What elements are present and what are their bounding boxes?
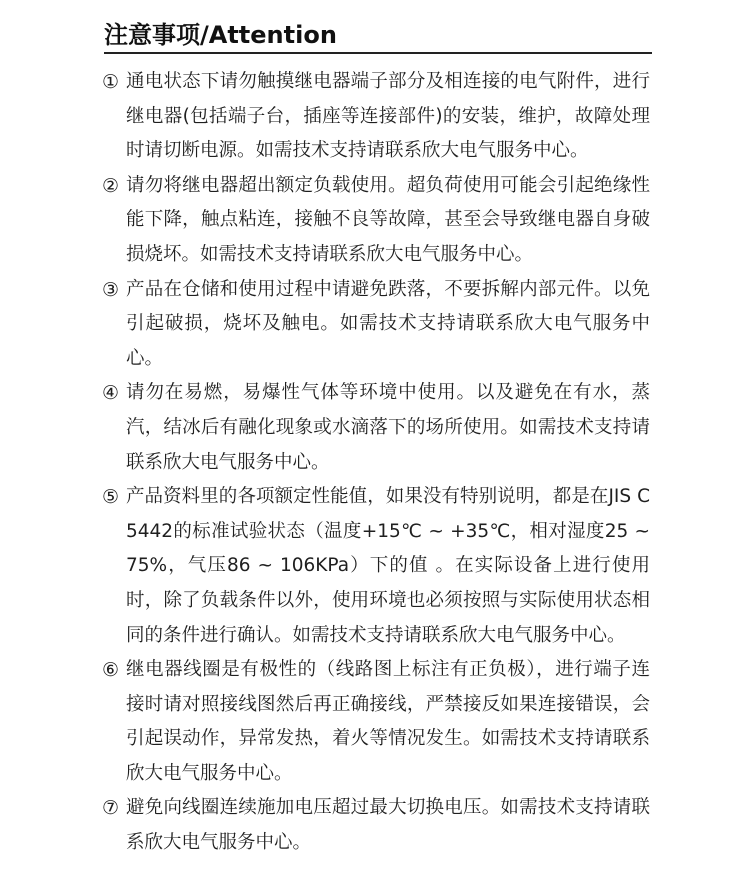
note-text: 请勿将继电器超出额定负载使用。超负荷使用可能会引起绝缘性能下降，触点粘连，接触不良等故障，甚至会导致继电器自身破损烧坏。如需技术支持请联系欣大电气服务中心。 [126, 174, 650, 265]
page-title: 注意事项/Attention [104, 21, 337, 49]
title-underline [104, 52, 652, 54]
note-number: ③ [102, 278, 120, 301]
note-text: 产品资料里的各项额定性能值，如果没有特别说明，都是在JIS C5442的标准试验状态（温度+15℃ ~ +35℃，相对湿度25 ~ 75%，气压86 ~ 106KPa）下的值 。在实际设备上进行使用时，除了负载条件以外，使用环境也必须按照与实际使用状态相同的条件进行确认。如需技术支持请联系欣大电气服务中心。 [126, 486, 650, 646]
note-number: ① [102, 71, 120, 93]
note-number: ⑤ [102, 486, 120, 509]
note-text: 请勿在易燃，易爆性气体等环境中使用。以及避免在有水，蒸汽，结冰后有融化现象或水滴落下的场所使用。如需技术支持请联系欣大电气服务中心。 [126, 382, 650, 473]
note-item-2 [102, 169, 650, 273]
note-text: 继电器线圈是有极性的（线路图上标注有正负极），进行端子连接时请对照接线图然后再正确接线，严禁接反如果连接错误，会引起误动作，异常发热，着火等情况发生。如需技术支持请联系欣大电气服务中心。 [126, 659, 650, 784]
note-item-1 [102, 65, 650, 169]
note-item-4 [102, 376, 650, 480]
notes-list [102, 65, 650, 861]
note-item-7 [102, 791, 650, 860]
note-number: ④ [102, 382, 120, 405]
note-number: ⑥ [102, 659, 120, 682]
note-item-6 [102, 653, 650, 791]
note-text: 避免向线圈连续施加电压超过最大切换电压。如需技术支持请联系欣大电气服务中心。 [126, 797, 650, 854]
note-text: 产品在仓储和使用过程中请避免跌落，不要拆解内部元件。以免引起破损，烧坏及触电。如需技术支持请联系欣大电气服务中心。 [126, 278, 650, 369]
note-text: 通电状态下请勿触摸继电器端子部分及相连接的电气附件，进行继电器(包括端子台，插座等连接部件)的安装，维护，故障处理时请切断电源。如需技术支持请联系欣大电气服务中心。 [126, 71, 650, 162]
note-number: ⑦ [102, 797, 120, 820]
note-item-3 [102, 273, 650, 377]
note-item-5 [102, 480, 650, 653]
note-number: ② [102, 174, 120, 197]
